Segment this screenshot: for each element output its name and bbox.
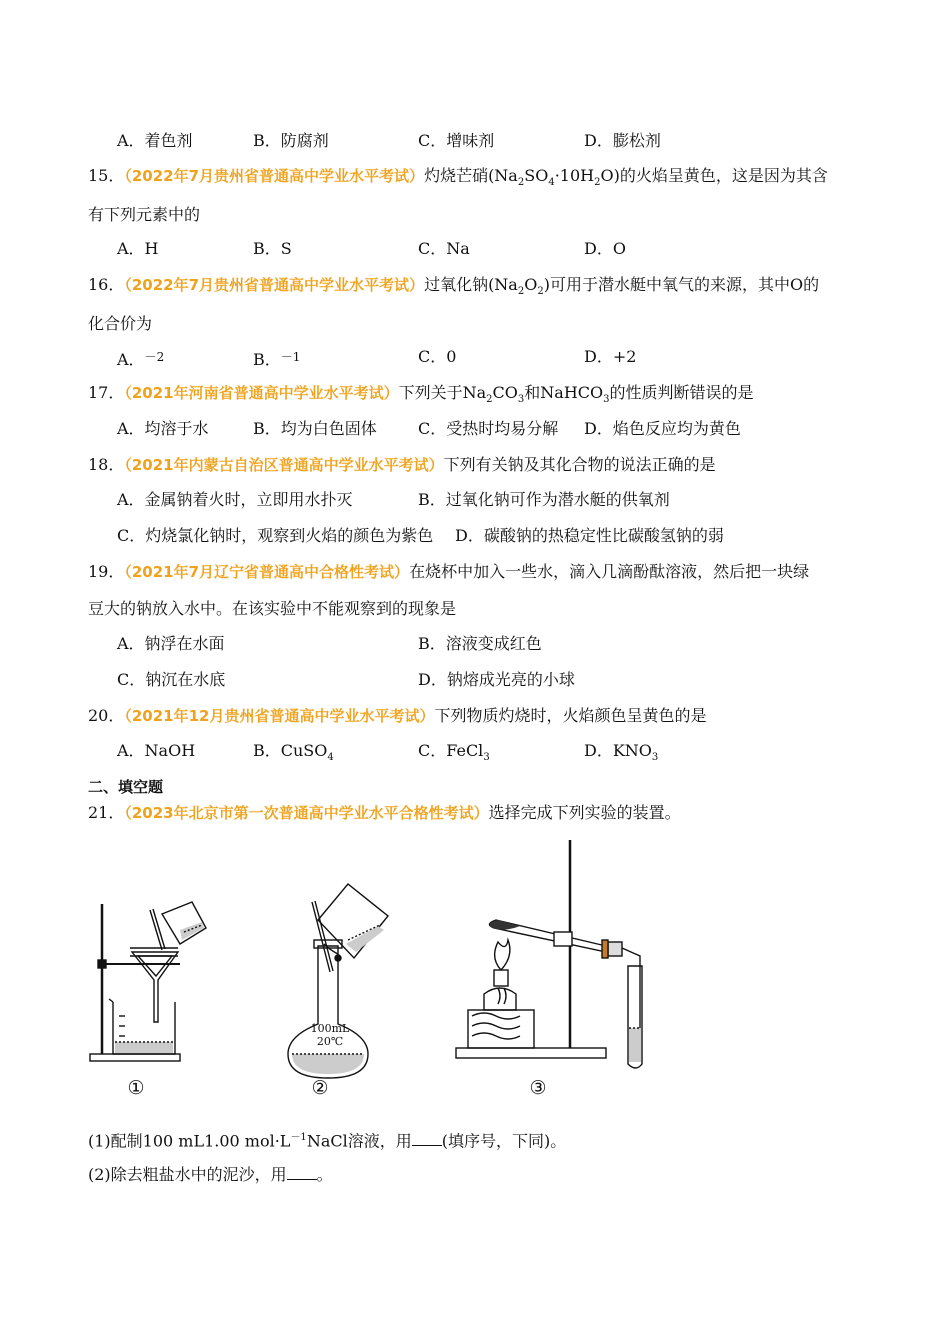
q15-option-c: C．Na	[418, 239, 470, 258]
subscript: 3	[483, 752, 490, 764]
q16-option-b	[253, 347, 300, 370]
q16-text: 过氧化钠(Na	[424, 275, 518, 294]
q15-option-a: A．H	[117, 239, 159, 258]
q16-option-a	[117, 347, 164, 370]
q20-option-c	[418, 741, 490, 768]
q20-option-d-label: D．KNO	[584, 741, 652, 760]
q16-option-b-label: B．	[253, 350, 281, 369]
q19-option-c: C．钠沉在水底	[117, 670, 226, 689]
q16-text: )可用于潜水艇中氧气的来源，其中O的	[543, 275, 820, 294]
q20-number: 20．	[88, 706, 125, 725]
q16-text: O	[524, 275, 538, 294]
q17-option-a: A．均溶于水	[117, 419, 209, 438]
q15-stem-line2: 有下列元素中的	[88, 205, 201, 224]
q20-option-b-label: B．CuSO	[253, 741, 328, 760]
subscript: 3	[517, 394, 525, 406]
q17-stem	[88, 383, 754, 410]
subscript: 3	[651, 752, 659, 764]
q16-stem	[88, 275, 819, 302]
q14-option-b: B．防腐剂	[253, 131, 329, 150]
q15-option-b: B．S	[253, 239, 292, 258]
q19-stem	[88, 562, 809, 582]
answer-blank[interactable]	[412, 1131, 442, 1146]
q20-option-c-label: C．FeCl	[418, 741, 484, 760]
q19-source: （2021年7月辽宁省普通高中合格性考试）	[124, 563, 410, 581]
q20-text: 下列物质灼烧时，火焰颜色呈黄色的是	[434, 706, 707, 725]
q19-option-d: D．钠熔成光亮的小球	[418, 670, 575, 689]
flask-volume-label: 100mL	[310, 1022, 350, 1035]
q16-stem-line2: 化合价为	[88, 314, 153, 333]
q20-option-a: A．NaOH	[117, 741, 196, 760]
q17-source: （2021年河南省普通高中学业水平考试）	[124, 384, 399, 402]
q17-option-c: C．受热时均易分解	[418, 419, 559, 438]
q21-source: （2023年北京市第一次普通高中学业水平合格性考试）	[124, 804, 489, 822]
subscript: 2	[537, 286, 544, 298]
q15-text: O)的火焰呈黄色，这是因为其含	[600, 166, 828, 185]
filtration-apparatus	[90, 902, 206, 1061]
q15-number: 15．	[88, 166, 125, 185]
q16-option-a-value: －2	[144, 350, 165, 364]
q20-option-d	[584, 741, 658, 768]
q15-source: （2022年7月贵州省普通高中学业水平考试）	[124, 167, 425, 185]
q17-option-b: B．均为白色固体	[253, 419, 377, 438]
superscript: －1	[290, 1132, 307, 1143]
q16-option-a-label: A．	[117, 350, 145, 369]
q16-number: 16．	[88, 275, 125, 294]
q17-text: CO	[492, 383, 518, 402]
subscript: 2	[594, 177, 601, 189]
q19-number: 19．	[88, 562, 125, 581]
subscript: 4	[548, 177, 555, 189]
q17-text: 下列关于Na	[398, 383, 487, 402]
flask-temp-label: 20℃	[316, 1035, 344, 1048]
subscript: 3	[603, 394, 610, 406]
q21-part2-text: (2)除去粗盐水中的泥沙，用	[88, 1165, 287, 1184]
q20-option-b	[253, 741, 334, 768]
q19-stem-line2: 豆大的钠放入水中。在该实验中不能观察到的现象是	[88, 599, 457, 618]
q15-text: 灼烧芒硝(Na	[424, 166, 518, 185]
q16-source: （2022年7月贵州省普通高中学业水平考试）	[124, 276, 425, 294]
q21-part1	[88, 1128, 566, 1151]
subscript: 4	[327, 752, 334, 764]
q17-text: 和NaHCO	[524, 383, 604, 402]
q21-number: 21．	[88, 803, 125, 822]
q21-part2-text: 。	[316, 1165, 333, 1184]
q15-stem	[88, 166, 828, 193]
q17-text: 的性质判断错误的是	[609, 383, 754, 402]
q18-text: 下列有关钠及其化合物的说法正确的是	[443, 455, 716, 474]
q19-text: 在烧杯中加入一些水，滴入几滴酚酞溶液，然后把一块绿	[409, 562, 810, 581]
q16-option-c: C．0	[418, 347, 457, 366]
figure-label-1: ①	[127, 1077, 145, 1099]
volumetric-flask-apparatus	[288, 884, 388, 1078]
q15-text: ·10H	[554, 166, 595, 185]
q14-option-d: D．膨松剂	[584, 131, 661, 150]
figure-label-2: ②	[311, 1077, 329, 1099]
apparatus-figures	[80, 832, 660, 1102]
q18-source: （2021年内蒙古自治区普通高中学业水平考试）	[124, 456, 444, 474]
q16-option-d: D．+2	[584, 347, 637, 366]
q19-option-b: B．溶液变成红色	[418, 634, 542, 653]
q21-part1-text: NaCl溶液，用	[306, 1131, 412, 1151]
subscript: 2	[517, 286, 525, 298]
q14-option-a: A．着色剂	[117, 131, 193, 150]
q18-number: 18．	[88, 455, 125, 474]
q20-stem	[88, 706, 707, 726]
q21-part1-text: (1)配制100 mL1.00 mol·L	[88, 1131, 291, 1151]
heating-apparatus	[456, 840, 642, 1068]
q21-text: 选择完成下列实验的装置。	[488, 803, 681, 822]
q17-number: 17．	[88, 383, 125, 402]
section-title: 二、填空题	[88, 778, 164, 796]
q18-stem	[88, 455, 716, 475]
subscript: 2	[486, 394, 493, 406]
q21-part2	[88, 1165, 333, 1185]
answer-blank[interactable]	[287, 1165, 317, 1180]
q17-option-d: D．焰色反应均为黄色	[584, 419, 741, 438]
q18-option-b: B．过氧化钠可作为潜水艇的供氧剂	[418, 490, 670, 509]
figure-label-3: ③	[529, 1077, 547, 1099]
q18-option-d: D．碳酸钠的热稳定性比碳酸氢钠的弱	[455, 526, 724, 545]
q18-option-c: C．灼烧氯化钠时，观察到火焰的颜色为紫色	[117, 526, 434, 545]
q16-option-b-value: －1	[280, 350, 301, 364]
q15-text: SO	[524, 166, 549, 185]
q18-option-a: A．金属钠着火时，立即用水扑灭	[117, 490, 353, 509]
q20-source: （2021年12月贵州省普通高中学业水平考试）	[124, 707, 435, 725]
q15-option-d: D．O	[584, 239, 626, 258]
q19-option-a: A．钠浮在水面	[117, 634, 225, 653]
subscript: 2	[517, 177, 525, 189]
q21-stem	[88, 803, 681, 823]
q21-part1-text: (填序号，下同)。	[441, 1131, 567, 1151]
q14-option-c: C．增味剂	[418, 131, 495, 150]
